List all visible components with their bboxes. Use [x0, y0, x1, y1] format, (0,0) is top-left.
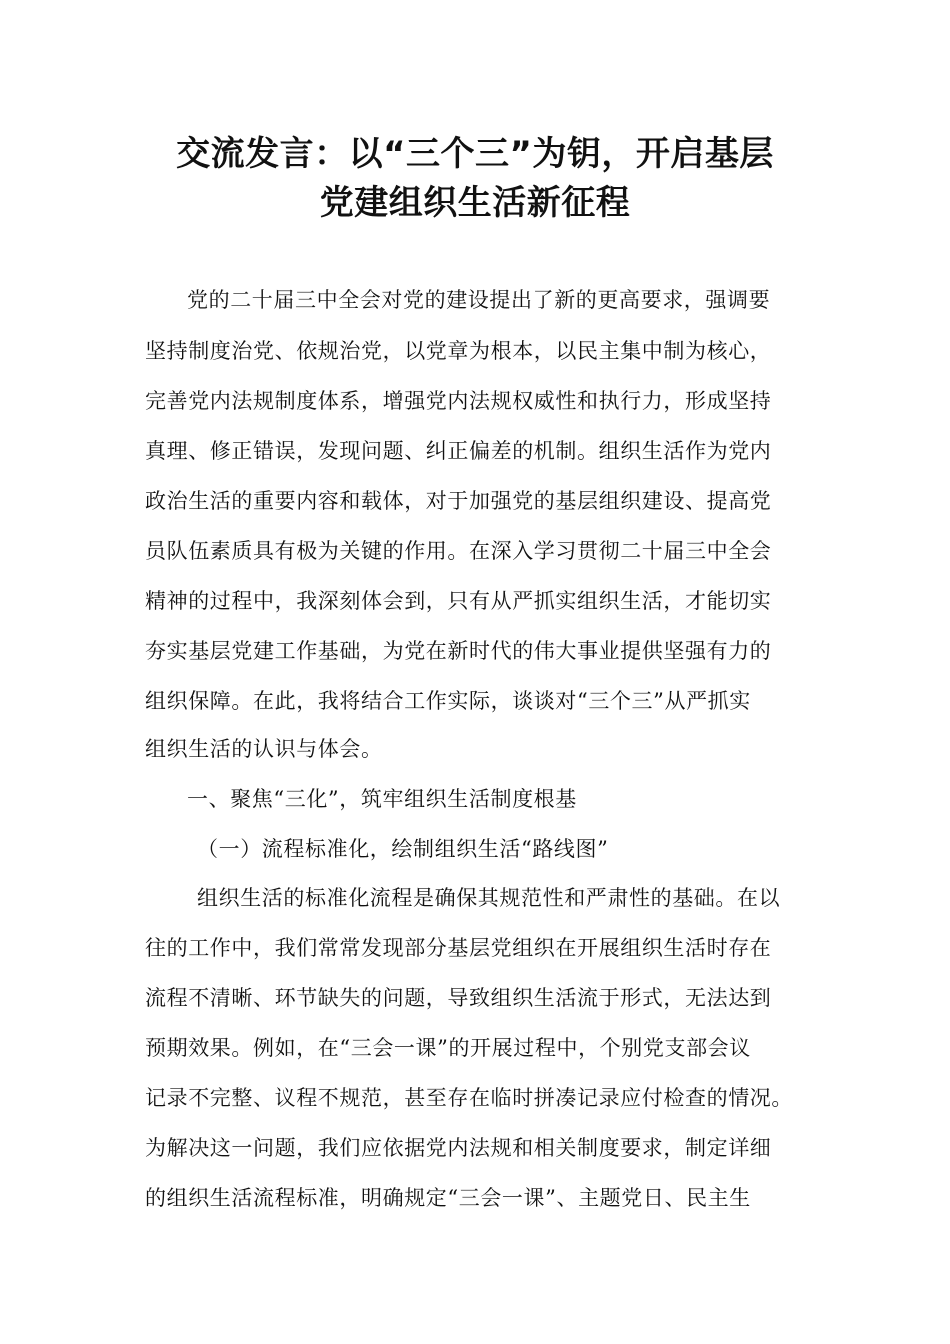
paragraph-line: 真理、修正错误，发现问题、纠正偏差的机制。组织生活作为党内 — [145, 439, 772, 463]
subsection-heading: （一）流程标准化，绘制组织生活“路线图” — [197, 837, 609, 861]
paragraph-line: 夯实基层党建工作基础，为党在新时代的伟大事业提供坚强有力的 — [145, 639, 772, 663]
document-title-line-1: 交流发言：以“三个三”为钥，开启基层 — [176, 134, 774, 174]
paragraph-line: 坚持制度治党、依规治党，以党章为根本，以民主集中制为核心， — [145, 339, 772, 363]
paragraph-line: 组织保障。在此，我将结合工作实际，谈谈对“三个三”从严抓实 — [145, 689, 751, 713]
document-title-line-2: 党建组织生活新征程 — [319, 183, 631, 223]
paragraph-line: 预期效果。例如，在“三会一课”的开展过程中，个别党支部会议 — [145, 1036, 751, 1060]
paragraph-line: 精神的过程中，我深刻体会到，只有从严抓实组织生活，才能切实 — [145, 589, 772, 613]
paragraph-line: 员队伍素质具有极为关键的作用。在深入学习贯彻二十届三中全会 — [145, 539, 772, 563]
paragraph-line: 的组织生活流程标准，明确规定“三会一课”、主题党日、民主生 — [145, 1186, 751, 1210]
paragraph-line: 组织生活的标准化流程是确保其规范性和严肃性的基础。在以 — [197, 886, 781, 910]
paragraph-line: 完善党内法规制度体系，增强党内法规权威性和执行力，形成坚持 — [145, 389, 772, 413]
paragraph-line: 往的工作中，我们常常发现部分基层党组织在开展组织生活时存在 — [145, 936, 772, 960]
paragraph-line: 政治生活的重要内容和载体，对于加强党的基层组织建设、提高党 — [145, 489, 772, 513]
paragraph-line: 为解决这一问题，我们应依据党内法规和相关制度要求，制定详细 — [145, 1136, 772, 1160]
paragraph-line: 记录不完整、议程不规范，甚至存在临时拼凑记录应付检查的情况。 — [145, 1086, 793, 1110]
paragraph-line: 党的二十届三中全会对党的建设提出了新的更高要求，强调要 — [187, 288, 771, 312]
paragraph-line: 流程不清晰、环节缺失的问题，导致组织生活流于形式，无法达到 — [145, 986, 772, 1010]
section-heading: 一、聚焦“三化”，筑牢组织生活制度根基 — [187, 787, 577, 811]
paragraph-line: 组织生活的认识与体会。 — [145, 737, 383, 761]
